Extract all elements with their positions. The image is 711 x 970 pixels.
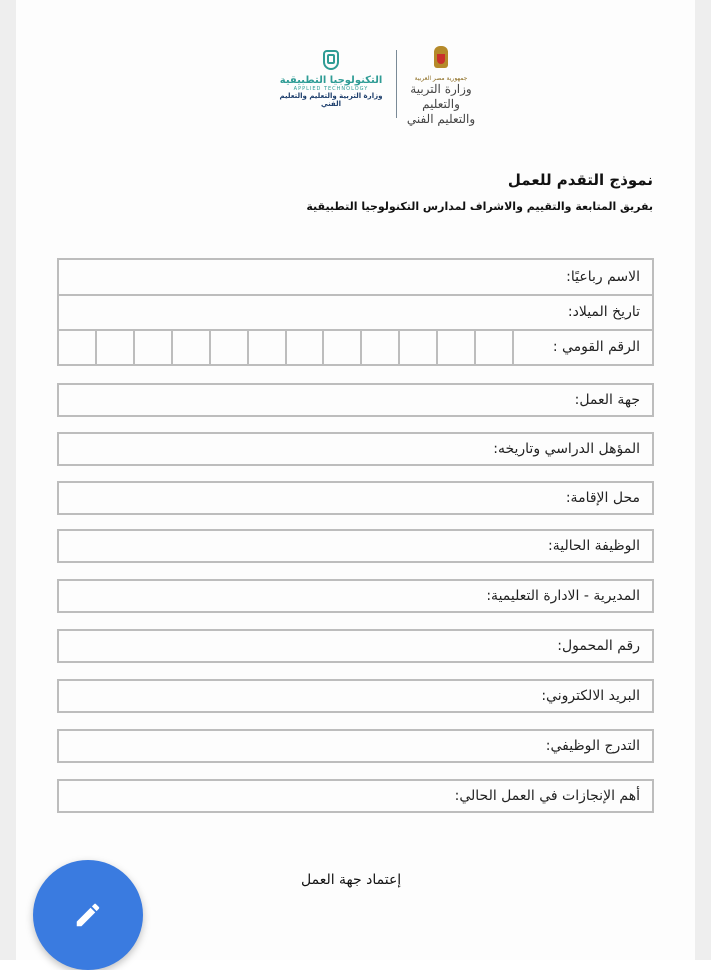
mobile-label: رقم المحمول: xyxy=(557,638,640,654)
logo-divider xyxy=(396,50,397,118)
hand-icon xyxy=(320,44,342,72)
digit-cell[interactable] xyxy=(400,330,438,364)
email-label: البريد الالكتروني: xyxy=(541,688,640,704)
directorate-label: المديرية - الادارة التعليمية: xyxy=(486,588,640,604)
applied-technology-english: APPLIED TECHNOLOGY xyxy=(293,86,369,92)
achievements-label: أهم الإنجازات في العمل الحالي: xyxy=(454,788,640,804)
employer-label: جهة العمل: xyxy=(574,392,640,408)
career-ladder-label: التدرج الوظيفي: xyxy=(545,738,640,754)
national-id-digits xyxy=(59,330,514,364)
digit-cell[interactable] xyxy=(97,330,135,364)
digit-cell[interactable] xyxy=(287,330,325,364)
applied-technology-arabic: التكنولوجيا التطبيقية xyxy=(279,75,383,86)
digit-cell[interactable] xyxy=(135,330,173,364)
edit-button[interactable] xyxy=(33,860,143,970)
applied-ministry-name: وزارة التربية والتعليم والتعليم الفني xyxy=(279,92,383,108)
qualification-field[interactable] xyxy=(57,432,654,466)
digit-cell[interactable] xyxy=(59,330,97,364)
right-margin xyxy=(695,0,711,960)
full-name-row[interactable] xyxy=(59,260,652,296)
digit-cell[interactable] xyxy=(249,330,287,364)
ministry-name-line1: وزارة التربية والتعليم xyxy=(410,82,472,111)
employer-field[interactable] xyxy=(57,383,654,417)
ministry-name-line2: والتعليم الفني xyxy=(406,112,476,126)
digit-cell[interactable] xyxy=(324,330,362,364)
digit-cell[interactable] xyxy=(438,330,476,364)
career-ladder-field[interactable] xyxy=(57,729,654,763)
ministry-country: جمهورية مصر العربية xyxy=(414,75,468,82)
document-page xyxy=(16,0,695,960)
residence-field[interactable] xyxy=(57,481,654,515)
mobile-field[interactable] xyxy=(57,629,654,663)
national-id-label: الرقم القومي : xyxy=(552,339,640,355)
email-field[interactable] xyxy=(57,679,654,713)
qualification-label: المؤهل الدراسي وتاريخه: xyxy=(493,441,640,457)
form-title: نموذج التقدم للعمل xyxy=(507,171,653,189)
digit-cell[interactable] xyxy=(362,330,400,364)
eagle-emblem-icon xyxy=(430,44,452,74)
national-id-row xyxy=(59,330,652,364)
digit-cell[interactable] xyxy=(173,330,211,364)
current-job-label: الوظيفة الحالية: xyxy=(548,538,640,554)
residence-label: محل الإقامة: xyxy=(565,490,640,506)
employer-approval-label: إعتماد جهة العمل xyxy=(301,872,402,888)
pencil-icon xyxy=(73,900,103,930)
digit-cell[interactable] xyxy=(211,330,249,364)
ministry-logo xyxy=(406,44,476,124)
birth-date-label: تاريخ الميلاد: xyxy=(567,304,640,320)
current-job-field[interactable] xyxy=(57,529,654,563)
birth-date-row[interactable] xyxy=(59,295,652,331)
personal-info-group xyxy=(57,258,654,366)
full-name-label: الاسم رباعيًا: xyxy=(566,269,640,285)
header-logos xyxy=(271,40,491,130)
digit-cell[interactable] xyxy=(476,330,514,364)
form-subtitle: بفريق المتابعة والتقييم والاشراف لمدارس التكنولوجيا التطبيقية xyxy=(306,200,653,213)
applied-technology-logo xyxy=(271,44,391,124)
achievements-field[interactable] xyxy=(57,779,654,813)
directorate-field[interactable] xyxy=(57,579,654,613)
left-margin xyxy=(0,0,16,960)
